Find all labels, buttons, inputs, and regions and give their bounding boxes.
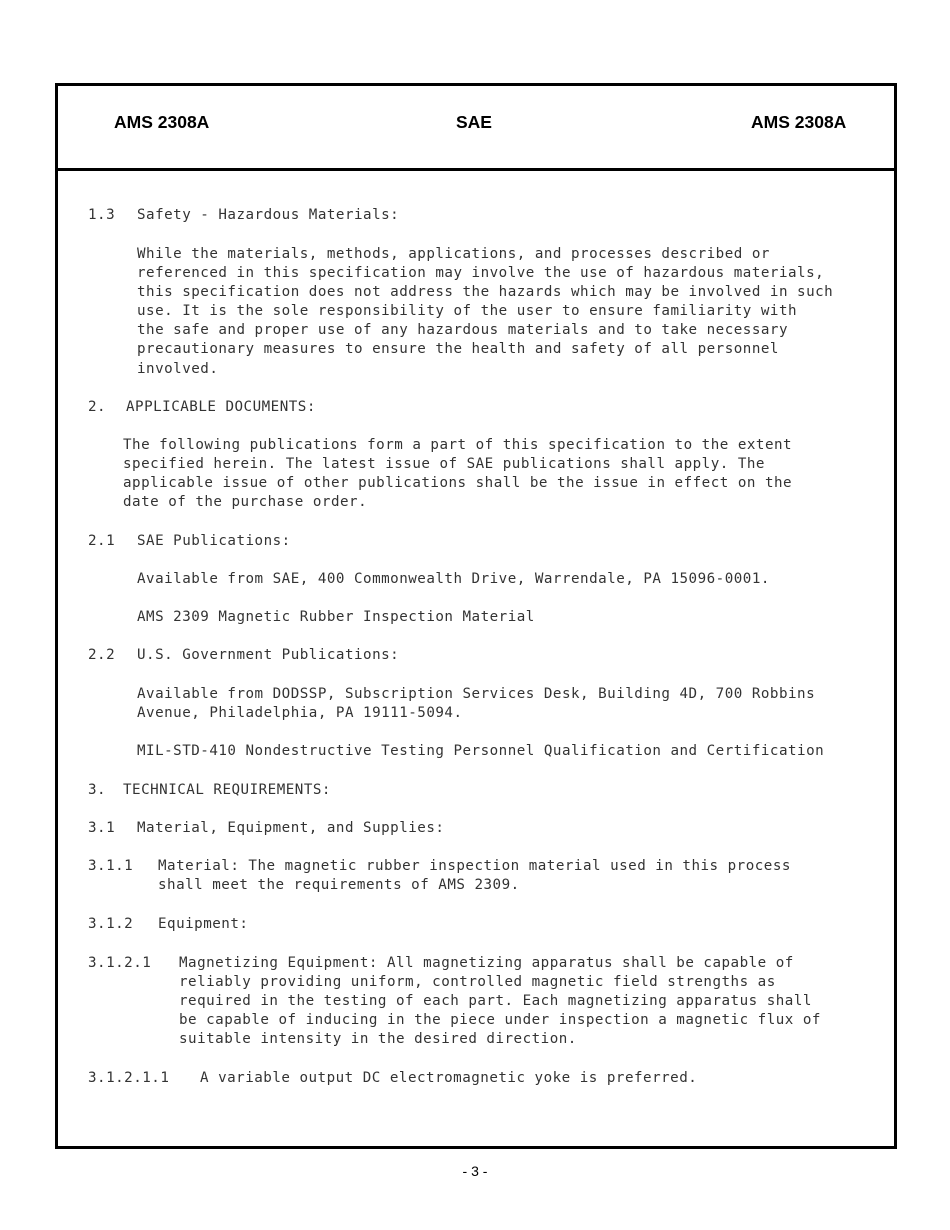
page-number: - 3 - [462,1163,488,1179]
section-3-1-2-1-1-number: 3.1.2.1.1 [88,1070,170,1086]
section-2-number: 2. [88,399,107,415]
section-2-title: APPLICABLE DOCUMENTS: [126,399,316,415]
section-3-1-2-title: Equipment: [158,916,249,932]
section-3-1-title: Material, Equipment, and Supplies: [137,820,445,836]
section-2-1-availability: Available from SAE, 400 Commonwealth Drive, Warrendale, PA 15096-0001. [137,571,770,587]
header-doc-number-right: AMS 2308A [751,112,847,132]
section-2-2-availability: Available from DODSSP, Subscription Services Desk, Building 4D, 700 Robbins Avenue, Philadelphia, PA 19111-5094. [137,686,816,722]
section-3-1-2-1-number: 3.1.2.1 [88,955,152,971]
section-3-title: TECHNICAL REQUIREMENTS: [123,782,331,798]
section-3-1-1-number: 3.1.1 [88,858,134,874]
section-3-1-2-1-body: Magnetizing Equipment: All magnetizing apparatus shall be capable of reliably providing uniform, controlled magnetic field strengths as required in the testing of each part. Each magnetizing apparatus shall be capable of inducing in the piece under inspection a magnetic flux of suitable intensity in the desired direction. [179,955,821,1048]
section-3-1-1-body: Material: The magnetic rubber inspection material used in this process shall meet the requirements of AMS 2309. [158,858,791,894]
section-3-number: 3. [88,782,107,798]
section-3-1-2-number: 3.1.2 [88,916,134,932]
header-doc-number-left: AMS 2308A [114,112,210,132]
section-3-1-number: 3.1 [88,820,116,836]
section-2-1-document: AMS 2309 Magnetic Rubber Inspection Material [137,609,535,625]
section-2-2-document: MIL-STD-410 Nondestructive Testing Personnel Qualification and Certification [137,743,825,759]
header-org: SAE [456,112,492,132]
section-1-3-number: 1.3 [88,207,116,223]
section-2-2-title: U.S. Government Publications: [137,647,400,663]
section-1-3-title: Safety - Hazardous Materials: [137,207,400,223]
section-2-1-number: 2.1 [88,533,116,549]
section-2-1-title: SAE Publications: [137,533,291,549]
section-1-3-body: While the materials, methods, applications, and processes described or referenced in this specification may involve the use of hazardous materials, this specification does not address the hazards which may be involved in such use. It is the sole responsibility of the user to ensure familiarity with the safe and proper use of any hazardous materials and to take necessary precautionary measures to ensure the health and safety of all personnel involved. [137,246,834,377]
page-header [58,86,894,171]
section-2-2-number: 2.2 [88,647,116,663]
section-3-1-2-1-1-body: A variable output DC electromagnetic yoke is preferred. [200,1070,698,1086]
section-2-body: The following publications form a part of this specification to the extent specified herein. The latest issue of SAE publications shall apply. The applicable issue of other publications shall be the issue in effect on the date of the purchase order. [123,437,793,511]
